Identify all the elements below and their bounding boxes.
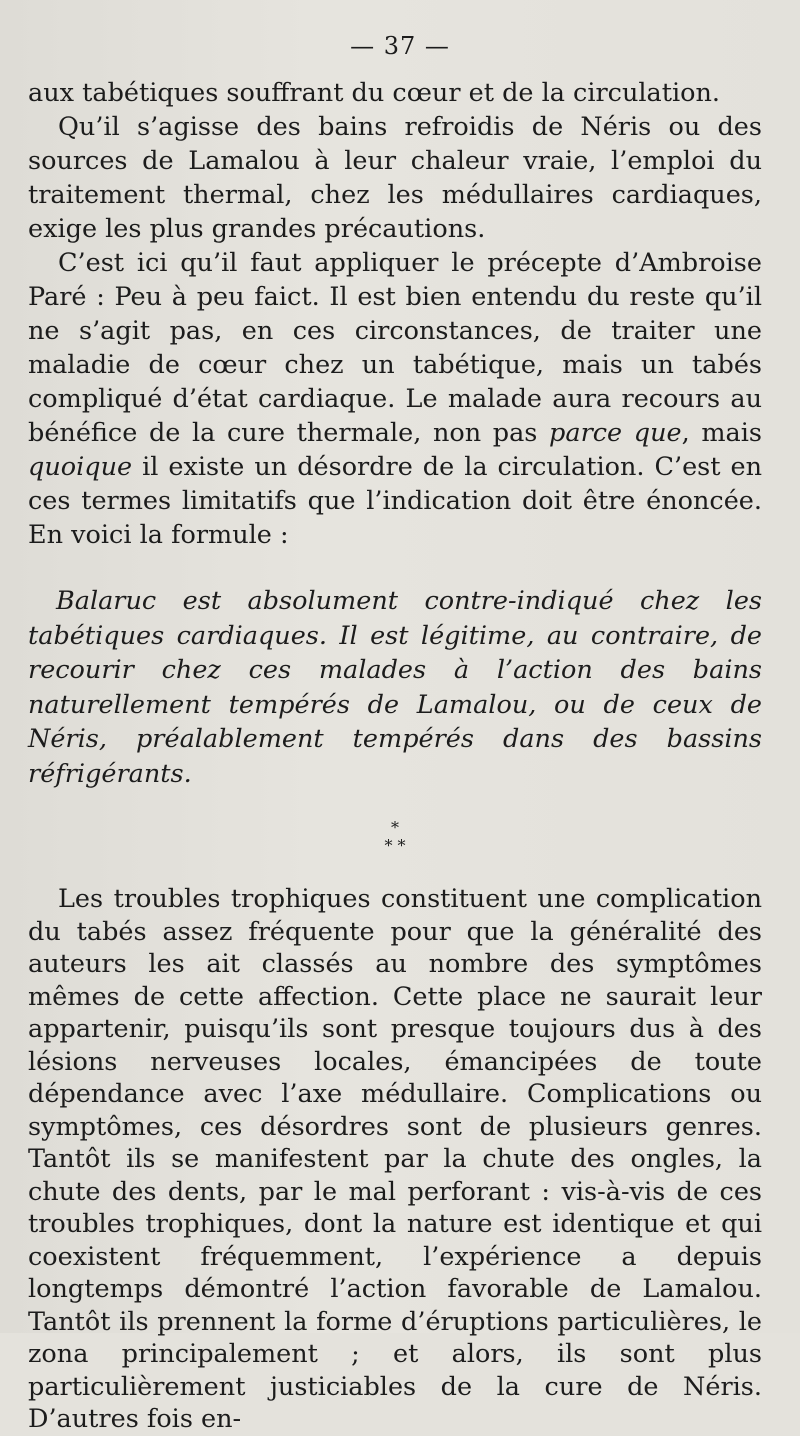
paragraph-precautions: Qu’il s’agisse des bains refroidis de Néris ou des sources de Lamalou à leur chaleur vraie, l’emploi du traitement thermal, chez les médullaires cardiaques, exige les plus grandes précautions.	[28, 112, 762, 244]
asterism-bottom: * *	[384, 836, 406, 855]
paragraph-text: C’est ici qu’il faut appliquer le précepte d’Ambroise Paré : Peu à peu faict. Il est bien entendu du reste qu’il ne s’agit pas, en ces circonstances, de traiter une maladie de cœur chez un tabétique, mais un tabés compliqué d’état cardiaque. Le malade aura recours au bénéfice de la cure thermale, non pas	[28, 248, 762, 448]
paragraph-text: , mais	[681, 418, 762, 448]
asterism-top: *	[391, 818, 399, 837]
formula-quote: Balaruc est absolument contre-indiqué chez les tabétiques cardiaques. Il est légitime, au contraire, de recourir chez ces malades à l’action des bains naturellement tempérés de Lamalou, ou de ceux de Néris, préalablement tempérés dans des bassins réfrigérants.	[28, 586, 762, 789]
page-content	[28, 76, 762, 1436]
page-number: — 37 —	[350, 32, 450, 60]
paragraph-trophic-troubles: Les troubles trophiques constituent une complication du tabés assez fréquente pour que la généralité des auteurs les ait classés au nombre des symptômes mêmes de cette affection. Cette place ne saurait leur appartenir, puisqu’ils sont presque toujours dus à des lésions nerveuses locales, émancipées de toute dépendance avec l’axe médullaire. Complications ou symptômes, ces désordres sont de plusieurs genres. Tantôt ils se manifestent par la chute des ongles, la chute des dents, par le mal perforant : vis-à-vis de ces troubles trophiques, dont la nature est identique et qui coexistent fréquemment, l’expérience a depuis longtemps démontré l’action favorable de Lamalou. Tantôt ils prennent la forme d’éruptions particulières, le zona principalement ; et alors, ils sont plus particulièrement justiciables de la cure de Néris. D’autres fois en-	[28, 884, 762, 1434]
section-trophic-troubles	[28, 883, 762, 1436]
section-divider-asterism	[28, 819, 762, 855]
paragraph-ambroise-pare	[28, 246, 762, 552]
paragraph-text: il existe un désordre de la circulation. C’est en ces termes limitatifs que l’indication doit être énoncée. En voici la formule :	[28, 452, 762, 550]
emphasis-parce-que: parce que	[549, 418, 682, 448]
emphasis-quoique: quoique	[28, 452, 133, 482]
paragraph-continuation: aux tabétiques souffrant du cœur et de la circulation.	[28, 78, 721, 108]
